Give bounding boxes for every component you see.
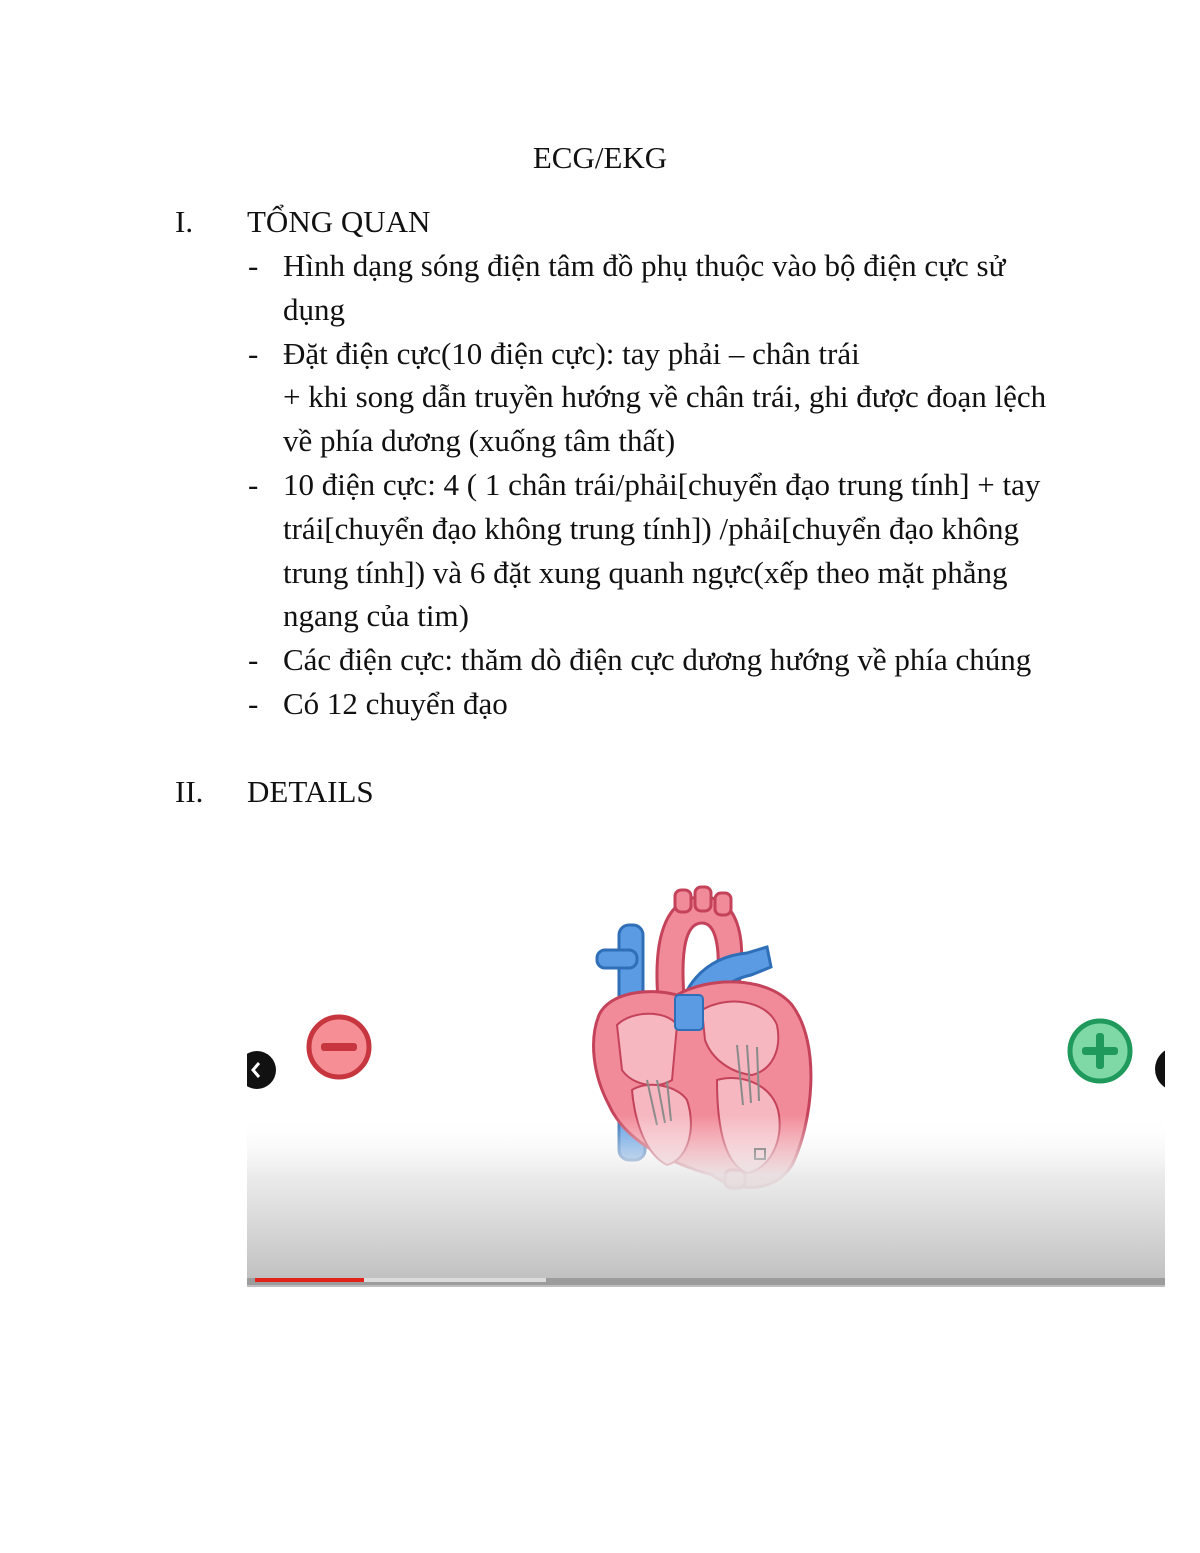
bullet-dash: - <box>248 248 259 283</box>
section-number: I. <box>175 204 194 239</box>
bullet-dash: - <box>248 642 259 678</box>
bullet-dash: - <box>248 335 259 371</box>
section-number: II. <box>175 774 204 809</box>
list-item <box>175 638 1055 682</box>
bullet-dash: - <box>248 685 259 721</box>
bullet-text: Hình dạng sóng điện tâm đồ phụ thuộc vào bộ điện cực sử dụng <box>283 248 1006 327</box>
bullet-text: Đặt điện cực(10 điện cực): tay phải – chân trái <box>283 335 860 371</box>
overview-bullet-list <box>175 244 1055 726</box>
bullet-text: Các điện cực: thăm dò điện cực dương hướng về phía chúng <box>283 642 1032 678</box>
list-item <box>175 244 1055 332</box>
section-heading: DETAILS <box>247 774 374 809</box>
video-screenshot <box>247 875 1165 1287</box>
bullet-text: 10 điện cực: 4 ( 1 chân trái/phải[chuyển đạo trung tính] + tay trái[chuyển đạo không trung tính]) /phải[chuyển đạo không trung tính]) và 6 đặt xung quanh ngực(xếp theo mặt phẳng ngang của tim) <box>283 466 1041 634</box>
bullet-text: + khi song dẫn truyền hướng về chân trái, ghi được đoạn lệch về phía dương (xuống tâm thất) <box>283 379 1047 459</box>
list-item <box>175 463 1055 638</box>
bullet-dash: - <box>248 466 259 502</box>
section-heading: TỔNG QUAN <box>247 204 431 239</box>
list-item <box>175 332 1055 376</box>
minus-icon <box>309 1017 369 1077</box>
progress-fill <box>255 1278 364 1282</box>
plus-icon <box>1070 1021 1130 1081</box>
list-item <box>175 682 1055 726</box>
list-item-continuation <box>175 375 1055 463</box>
video-progress-bar <box>247 1278 1165 1285</box>
bullet-text: Có 12 chuyển đạo <box>283 685 508 721</box>
heart-illustration <box>247 875 1165 1287</box>
document-title: ECG/EKG <box>532 140 668 175</box>
